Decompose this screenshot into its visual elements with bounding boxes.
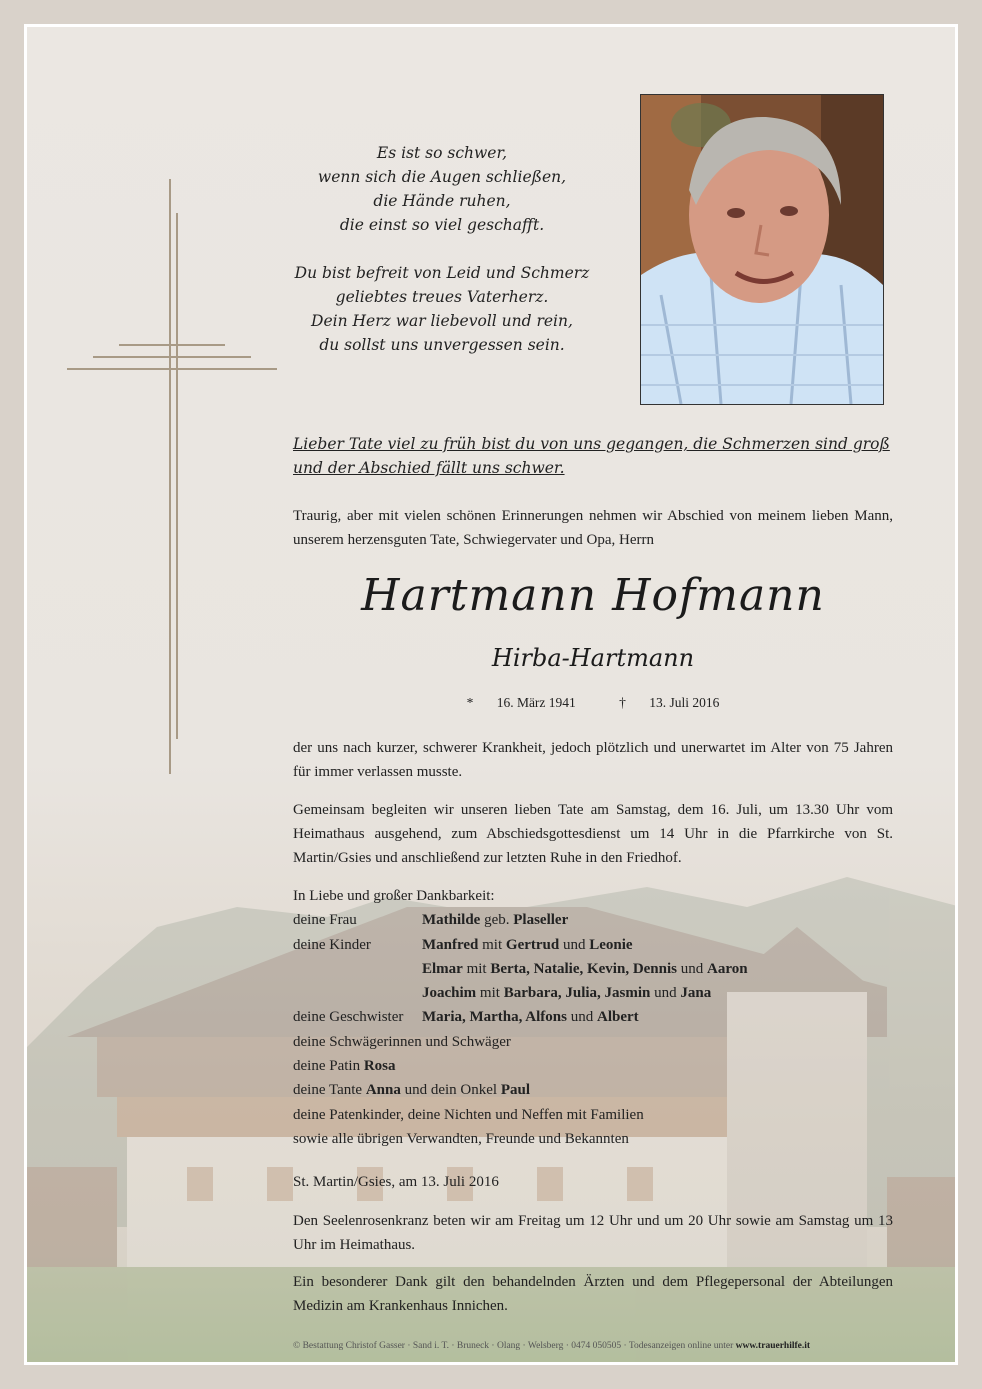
relation-label: deine Geschwister <box>293 1009 404 1026</box>
connector: und <box>654 985 677 1002</box>
relation-label: deine Patenkinder, deine Nichten und Neffen mit Familien <box>293 1106 644 1123</box>
birth-date <box>457 695 586 710</box>
footer-link[interactable]: www.trauerhilfe.it <box>735 1341 811 1351</box>
mourners-list <box>293 884 913 1151</box>
relation-label: deine Frau <box>293 912 357 929</box>
footer-credit <box>293 1341 953 1351</box>
deceased-name: Hartmann Hofmann <box>361 570 825 621</box>
cross-symbol-icon: † <box>619 695 626 710</box>
memorial-poem <box>277 141 607 357</box>
mourners-heading <box>293 884 913 908</box>
thanks-text: Ein besonderer Dank gilt den behandelnden Ärzten und dem Pflegepersonal der Abteilungen Medizin am Krankenhaus Innichen. <box>293 1274 893 1314</box>
mourner-name: Aaron <box>707 960 748 977</box>
poem-line: geliebtes treues Vaterherz. <box>335 288 549 306</box>
connector: und <box>570 1009 594 1026</box>
mourner-name: Anna <box>365 1082 401 1099</box>
mourner-name: Leonie <box>589 936 633 953</box>
birth-date-value: 16. März 1941 <box>496 695 576 710</box>
list-item <box>293 933 913 957</box>
birth-symbol: * <box>466 695 474 710</box>
announcement-text: Traurig, aber mit vielen schönen Erinnerungen nehmen wir Abschied von meinem lieben Mann, unserem herzensguten Tate, Schwiegervater und Opa, Herrn <box>293 508 893 548</box>
list-item <box>293 1127 913 1151</box>
poem-line: die einst so viel geschafft. <box>339 216 545 234</box>
mourner-name: Albert <box>596 1009 639 1026</box>
list-item <box>293 908 913 932</box>
connector: geb. <box>484 912 510 929</box>
funeral-text: Gemeinsam begleiten wir unseren lieben Tate am Samstag, dem 16. Juli, um 13.30 Uhr vom Heimathaus ausgehend, zum Abschiedsgottesdienst um 14 Uhr in die Pfarrkirche von St. Martin/Gsies und anschließend zur letzten Ruhe in den Friedhof. <box>293 802 893 866</box>
mourner-name: Paul <box>500 1082 531 1099</box>
connector: und <box>562 936 586 953</box>
connector: und <box>680 960 704 977</box>
mourner-name: Mathilde <box>422 912 481 929</box>
poem-line: die Hände ruhen, <box>373 192 511 210</box>
life-dates <box>293 695 893 711</box>
rosary-text: Den Seelenrosenkranz beten wir am Freitag um 12 Uhr und um 20 Uhr sowie am Samstag um 13 Uhr im Heimathaus. <box>293 1213 893 1253</box>
mourner-name: Joachim <box>422 985 477 1002</box>
mourners-heading-text: In Liebe und großer Dankbarkeit: <box>293 888 495 904</box>
mourner-name: Barbara, Julia, Jasmin <box>503 985 651 1002</box>
place-date: St. Martin/Gsies, am 13. Juli 2016 <box>293 1174 499 1190</box>
mourner-name: Berta, Natalie, Kevin, Dennis <box>490 960 677 977</box>
list-item <box>293 1030 913 1054</box>
list-item <box>293 1103 913 1127</box>
obituary-card <box>24 24 958 1365</box>
list-item <box>293 1054 913 1078</box>
relation-label: deine Tante <box>293 1082 363 1099</box>
mourner-name: Elmar <box>422 960 463 977</box>
connector: mit <box>482 936 503 953</box>
poem-line: Du bist befreit von Leid und Schmerz <box>294 264 590 282</box>
cross-icon <box>67 179 277 779</box>
footer-text: © Bestattung Christof Gasser · Sand i. T. · Bruneck · Olang · Welsberg · 0474 050505 · Todesanzeigen online unter <box>293 1341 734 1351</box>
mourner-name: Rosa <box>363 1058 396 1075</box>
connector: mit <box>479 985 500 1002</box>
poem-line: Es ist so schwer, <box>376 144 508 162</box>
poem-line: Dein Herz war liebevoll und rein, <box>311 312 573 330</box>
mourner-name: Maria, Martha, Alfons <box>422 1009 567 1026</box>
mourner-name: Plaseller <box>513 912 569 929</box>
connector: mit <box>466 960 487 977</box>
mourner-name: Gertrud <box>505 936 560 953</box>
portrait-photo <box>640 94 884 405</box>
list-item <box>293 1078 913 1102</box>
intro-dedication: Lieber Tate viel zu früh bist du von uns gegangen, die Schmerzen sind groß und der Abschied fällt uns schwer. <box>293 435 890 477</box>
list-item <box>293 957 913 981</box>
mourner-name: Jana <box>680 985 712 1002</box>
death-date <box>609 695 729 710</box>
poem-line: du sollst uns unvergessen sein. <box>319 336 565 354</box>
deceased-nickname: Hirba-Hartmann <box>491 644 695 672</box>
poem-line: wenn sich die Augen schließen, <box>317 168 567 186</box>
list-item <box>293 981 913 1005</box>
death-date-value: 13. Juli 2016 <box>649 695 720 710</box>
list-item <box>293 1005 913 1029</box>
relation-label: deine Kinder <box>293 936 371 953</box>
relation-label: sowie alle übrigen Verwandten, Freunde und Bekannten <box>293 1130 629 1147</box>
connector: und dein Onkel <box>404 1082 498 1099</box>
death-text: der uns nach kurzer, schwerer Krankheit, jedoch plötzlich und unerwartet im Alter von 75 Jahren für immer verlassen musste. <box>293 740 893 780</box>
relation-label: deine Patin <box>293 1058 361 1075</box>
mourner-name: Manfred <box>422 936 479 953</box>
relation-label: deine Schwägerinnen und Schwäger <box>293 1033 511 1050</box>
